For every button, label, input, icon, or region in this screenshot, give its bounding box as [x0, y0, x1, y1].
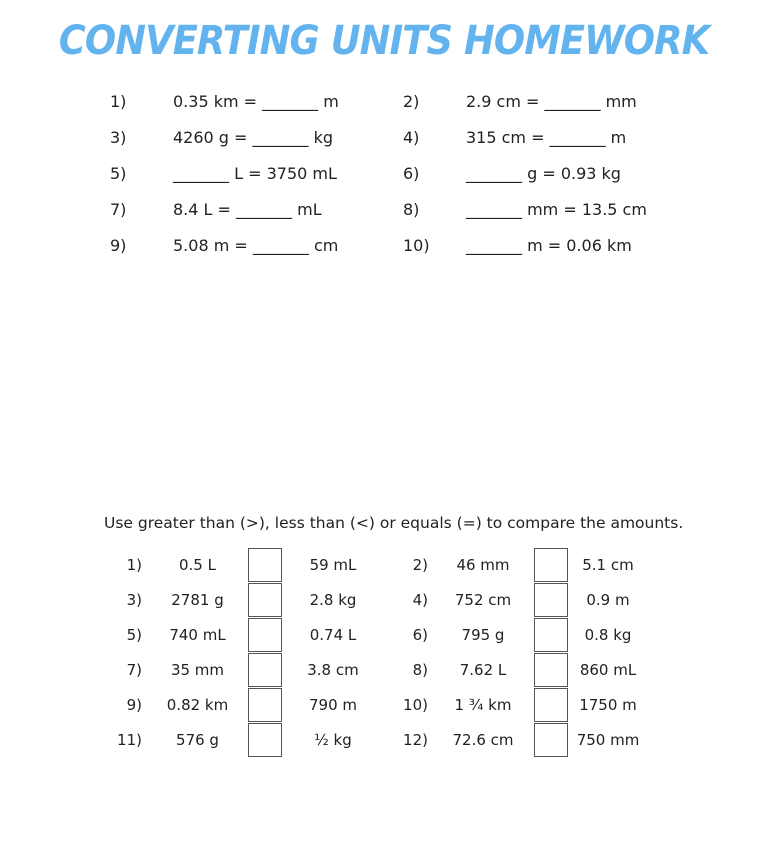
answer-box[interactable]: [534, 548, 568, 582]
conversion-problem: 8.4 L = _______ mL: [173, 200, 322, 219]
answer-box[interactable]: [248, 548, 282, 582]
conversion-problem: _______ g = 0.93 kg: [466, 164, 621, 183]
question-number: 5): [126, 626, 142, 644]
comparison-row: [0, 688, 768, 723]
amount-b: 5.1 cm: [582, 556, 634, 574]
question-number: 9): [110, 236, 127, 255]
question-number: 10): [403, 236, 430, 255]
question-number: 4): [412, 591, 428, 609]
amount-a: 2781 g: [171, 591, 224, 609]
question-number: 9): [126, 696, 142, 714]
answer-box[interactable]: [248, 583, 282, 617]
conversion-section: [0, 84, 768, 264]
answer-box[interactable]: [248, 618, 282, 652]
conversion-problem: 5.08 m = _______ cm: [173, 236, 339, 255]
amount-a: 0.82 km: [166, 696, 229, 714]
amount-b: 0.74 L: [309, 626, 357, 644]
conversion-row: [0, 84, 768, 120]
question-number: 7): [110, 200, 127, 219]
question-number: 4): [403, 128, 420, 147]
answer-box[interactable]: [534, 688, 568, 722]
conversion-row: [0, 120, 768, 156]
amount-a: 752 cm: [454, 591, 512, 609]
answer-box[interactable]: [248, 723, 282, 757]
amount-b: 790 m: [308, 696, 357, 714]
question-number: 8): [412, 661, 428, 679]
amount-b: 860 mL: [579, 661, 637, 679]
question-number: 1): [110, 92, 127, 111]
question-number: 2): [403, 92, 420, 111]
amount-a: 35 mm: [170, 661, 225, 679]
amount-a: 7.62 L: [459, 661, 507, 679]
question-number: 6): [403, 164, 420, 183]
amount-b: 3.8 cm: [307, 661, 359, 679]
question-number: 6): [412, 626, 428, 644]
amount-a: 576 g: [176, 731, 219, 749]
question-number: 3): [110, 128, 127, 147]
conversion-problem: 2.9 cm = _______ mm: [466, 92, 637, 111]
question-number: 8): [403, 200, 420, 219]
conversion-problem: 4260 g = _______ kg: [173, 128, 334, 147]
question-number: 12): [403, 731, 428, 749]
comparison-row: [0, 723, 768, 758]
amount-b: 0.9 m: [586, 591, 630, 609]
amount-a: 1 ¾ km: [454, 696, 512, 714]
question-number: 5): [110, 164, 127, 183]
amount-a: 0.5 L: [179, 556, 216, 574]
amount-b: 2.8 kg: [309, 591, 357, 609]
comparison-row: [0, 618, 768, 653]
amount-b: 1750 m: [579, 696, 637, 714]
page-title: CONVERTING UNITS HOMEWORK: [58, 18, 710, 64]
instructions: Use greater than (>), less than (<) or equals (=) to compare the amounts.: [104, 514, 684, 532]
conversion-problem: 315 cm = _______ m: [466, 128, 627, 147]
answer-box[interactable]: [248, 653, 282, 687]
amount-b: 0.8 kg: [584, 626, 632, 644]
amount-a: 46 mm: [456, 556, 510, 574]
question-number: 7): [126, 661, 142, 679]
comparison-section: [0, 548, 768, 758]
comparison-row: [0, 548, 768, 583]
conversion-problem: _______ L = 3750 mL: [173, 164, 337, 183]
comparison-row: [0, 583, 768, 618]
conversion-problem: _______ m = 0.06 km: [466, 236, 632, 255]
answer-box[interactable]: [248, 688, 282, 722]
question-number: 10): [403, 696, 428, 714]
conversion-row: [0, 192, 768, 228]
amount-a: 72.6 cm: [452, 731, 514, 749]
amount-a: 740 mL: [169, 626, 226, 644]
question-number: 3): [126, 591, 142, 609]
answer-box[interactable]: [534, 618, 568, 652]
conversion-problem: _______ mm = 13.5 cm: [466, 200, 647, 219]
conversion-row: [0, 228, 768, 264]
amount-b: 750 mm: [576, 731, 640, 749]
amount-b: ½ kg: [314, 731, 352, 749]
answer-box[interactable]: [534, 653, 568, 687]
amount-b: 59 mL: [309, 556, 357, 574]
comparison-row: [0, 653, 768, 688]
question-number: 11): [117, 731, 142, 749]
conversion-problem: 0.35 km = _______ m: [173, 92, 339, 111]
conversion-row: [0, 156, 768, 192]
answer-box[interactable]: [534, 723, 568, 757]
amount-a: 795 g: [461, 626, 505, 644]
question-number: 2): [412, 556, 428, 574]
answer-box[interactable]: [534, 583, 568, 617]
question-number: 1): [126, 556, 142, 574]
